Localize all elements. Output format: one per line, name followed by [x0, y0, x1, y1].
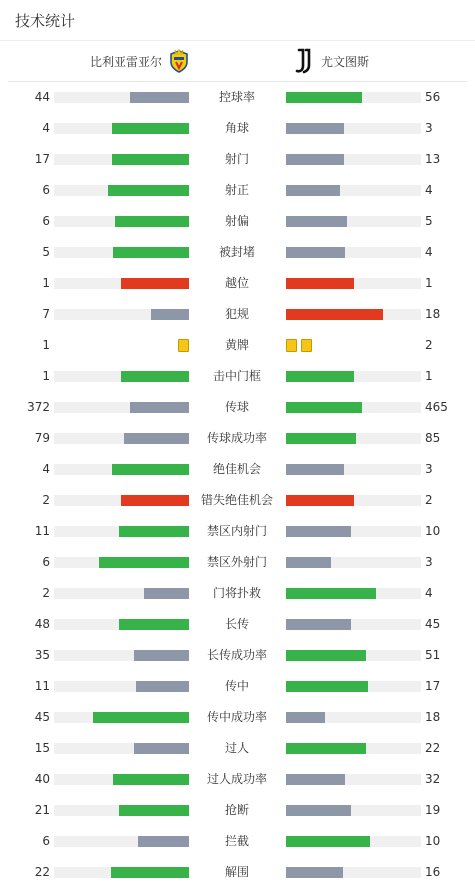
home-value: 35 — [34, 648, 50, 662]
stat-row — [0, 423, 475, 454]
home-bar-fill — [151, 309, 189, 320]
stat-label: 被封堵 — [218, 245, 255, 259]
stat-row — [0, 640, 475, 671]
home-bar-fill — [138, 836, 189, 847]
home-bar-track — [54, 309, 189, 320]
stat-label: 解围 — [224, 865, 249, 879]
home-bar-fill — [134, 650, 189, 661]
stat-label: 错失绝佳机会 — [200, 493, 273, 507]
away-value: 51 — [425, 648, 441, 662]
away-bar-track — [286, 92, 421, 103]
away-value: 18 — [425, 307, 441, 321]
away-bar-fill — [286, 154, 344, 165]
yellow-card-icon — [301, 339, 312, 352]
home-bar-track — [54, 495, 189, 506]
home-value: 6 — [42, 555, 50, 569]
stat-row — [0, 702, 475, 733]
stat-label: 禁区外射门 — [206, 555, 267, 569]
home-bar-track — [54, 247, 189, 258]
home-value: 1 — [42, 338, 50, 352]
away-bar-fill — [286, 371, 354, 382]
home-bar-fill — [121, 371, 189, 382]
stat-label: 拦截 — [224, 834, 249, 848]
stat-row — [0, 671, 475, 702]
stat-row — [0, 795, 475, 826]
stat-row — [0, 392, 475, 423]
away-value: 19 — [425, 803, 441, 817]
stat-label: 长传 — [224, 617, 249, 631]
away-value: 5 — [425, 214, 433, 228]
home-bar-track — [54, 402, 189, 413]
home-bar-track — [54, 557, 189, 568]
away-bar-fill — [286, 805, 351, 816]
away-bar-track — [286, 216, 421, 227]
stat-label: 禁区内射门 — [206, 524, 267, 538]
home-value: 44 — [34, 90, 50, 104]
away-value: 13 — [425, 152, 441, 166]
stats-header — [0, 0, 475, 41]
stat-row — [0, 299, 475, 330]
away-bar-track — [286, 371, 421, 382]
away-bar-track — [286, 526, 421, 537]
away-bar-track — [286, 743, 421, 754]
away-value: 16 — [425, 865, 441, 879]
home-bar-fill — [111, 867, 189, 878]
away-bar-track — [286, 681, 421, 692]
away-value: 10 — [425, 524, 441, 538]
home-bar-track — [54, 712, 189, 723]
away-bar-track — [286, 836, 421, 847]
away-value: 22 — [425, 741, 441, 755]
home-bar-track — [54, 650, 189, 661]
away-bar-track — [286, 402, 421, 413]
home-bar-fill — [112, 123, 189, 134]
home-bar-track — [54, 588, 189, 599]
home-bar-track — [54, 216, 189, 227]
home-bar-fill — [113, 247, 189, 258]
home-bar-fill — [130, 402, 189, 413]
stat-label: 绝佳机会 — [212, 462, 261, 476]
away-bar-fill — [286, 619, 351, 630]
stat-row — [0, 609, 475, 640]
stat-row — [0, 268, 475, 299]
stat-label: 门将扑救 — [212, 586, 261, 600]
home-bar-track — [54, 774, 189, 785]
home-bar-track — [54, 526, 189, 537]
away-bar-fill — [286, 526, 351, 537]
home-value: 6 — [42, 183, 50, 197]
home-value: 21 — [34, 803, 50, 817]
home-value: 7 — [42, 307, 50, 321]
stat-row — [0, 113, 475, 144]
away-bar-fill — [286, 278, 354, 289]
away-bar-fill — [286, 247, 345, 258]
home-bar-fill — [119, 619, 189, 630]
home-bar-track — [54, 743, 189, 754]
home-value: 22 — [34, 865, 50, 879]
stat-label: 射偏 — [224, 214, 249, 228]
away-bar-fill — [286, 495, 354, 506]
away-value: 10 — [425, 834, 441, 848]
home-bar-fill — [144, 588, 189, 599]
stat-row — [0, 330, 475, 361]
away-bar-track — [286, 805, 421, 816]
stat-label: 角球 — [224, 121, 249, 135]
away-value: 3 — [425, 121, 433, 135]
home-bar-track — [54, 805, 189, 816]
home-bar-track — [54, 185, 189, 196]
home-team[interactable] — [90, 41, 190, 81]
away-value: 2 — [425, 338, 433, 352]
home-bar-fill — [124, 433, 189, 444]
home-value: 5 — [42, 245, 50, 259]
away-bar-fill — [286, 123, 344, 134]
stat-row — [0, 206, 475, 237]
away-bar-fill — [286, 774, 345, 785]
stat-row — [0, 516, 475, 547]
away-bar-fill — [286, 681, 368, 692]
away-bar-fill — [286, 557, 331, 568]
away-bar-track — [286, 588, 421, 599]
stat-row — [0, 175, 475, 206]
home-yellow-cards — [178, 339, 189, 352]
away-bar-track — [286, 712, 421, 723]
away-bar-track — [286, 309, 421, 320]
away-bar-fill — [286, 402, 362, 413]
stat-label: 射正 — [224, 183, 249, 197]
away-bar-track — [286, 650, 421, 661]
stat-row — [0, 454, 475, 485]
home-bar-track — [54, 278, 189, 289]
home-bar-fill — [121, 495, 189, 506]
away-value: 85 — [425, 431, 441, 445]
away-bar-fill — [286, 92, 362, 103]
home-bar-track — [54, 123, 189, 134]
stat-row — [0, 547, 475, 578]
home-value: 40 — [34, 772, 50, 786]
away-value: 1 — [425, 369, 433, 383]
away-value: 3 — [425, 555, 433, 569]
away-bar-fill — [286, 743, 366, 754]
home-bar-fill — [134, 743, 189, 754]
home-value: 1 — [42, 276, 50, 290]
away-bar-track — [286, 154, 421, 165]
away-value: 17 — [425, 679, 441, 693]
home-value: 17 — [34, 152, 50, 166]
home-value: 79 — [34, 431, 50, 445]
home-bar-track — [54, 836, 189, 847]
home-bar-track — [54, 464, 189, 475]
away-value: 4 — [425, 183, 433, 197]
away-bar-track — [286, 867, 421, 878]
stat-label: 射门 — [224, 152, 249, 166]
home-bar-track — [54, 867, 189, 878]
home-value: 11 — [34, 679, 50, 693]
away-bar-track — [286, 464, 421, 475]
home-bar-track — [54, 433, 189, 444]
home-bar-track — [54, 92, 189, 103]
home-bar-fill — [121, 278, 189, 289]
home-bar-track — [54, 681, 189, 692]
home-bar-fill — [119, 526, 189, 537]
stat-row — [0, 485, 475, 516]
stat-label: 抢断 — [224, 803, 249, 817]
away-value: 4 — [425, 245, 433, 259]
stat-row — [0, 857, 475, 888]
home-bar-track — [54, 154, 189, 165]
home-value: 6 — [42, 214, 50, 228]
stat-label: 越位 — [224, 276, 249, 290]
stat-label: 过人 — [224, 741, 249, 755]
away-bar-track — [286, 185, 421, 196]
away-bar-fill — [286, 867, 343, 878]
stat-row — [0, 237, 475, 268]
away-value: 56 — [425, 90, 441, 104]
away-bar-track — [286, 278, 421, 289]
home-bar-fill — [115, 216, 189, 227]
away-bar-fill — [286, 433, 356, 444]
stat-row — [0, 826, 475, 857]
home-team-name: 比利亚雷亚尔 — [90, 54, 163, 69]
away-bar-fill — [286, 185, 340, 196]
away-bar-track — [286, 774, 421, 785]
away-value: 32 — [425, 772, 441, 786]
away-bar-fill — [286, 588, 376, 599]
away-bar-fill — [286, 712, 325, 723]
home-bar-fill — [136, 681, 189, 692]
home-bar-track — [54, 619, 189, 630]
stat-label: 击中门框 — [212, 369, 261, 383]
away-bar-track — [286, 557, 421, 568]
away-yellow-cards — [286, 339, 312, 352]
away-bar-track — [286, 247, 421, 258]
stat-label: 传球 — [224, 400, 249, 414]
stat-label: 控球率 — [218, 90, 255, 104]
away-bar-fill — [286, 216, 347, 227]
away-bar-track — [286, 123, 421, 134]
home-bar-track — [54, 371, 189, 382]
home-value: 45 — [34, 710, 50, 724]
stat-row — [0, 82, 475, 113]
away-value: 3 — [425, 462, 433, 476]
stat-label: 传中成功率 — [206, 710, 267, 724]
home-bar-fill — [112, 464, 189, 475]
villarreal-crest-icon — [168, 48, 190, 74]
home-bar-fill — [112, 154, 189, 165]
home-value: 48 — [34, 617, 50, 631]
stat-label: 犯规 — [224, 307, 249, 321]
home-value: 4 — [42, 462, 50, 476]
away-bar-track — [286, 433, 421, 444]
away-value: 4 — [425, 586, 433, 600]
home-value: 1 — [42, 369, 50, 383]
home-bar-fill — [130, 92, 189, 103]
home-value: 6 — [42, 834, 50, 848]
juventus-crest-icon — [293, 48, 315, 74]
page-title: 技术统计 — [15, 11, 76, 30]
home-value: 2 — [42, 493, 50, 507]
away-bar-fill — [286, 464, 344, 475]
away-value: 18 — [425, 710, 441, 724]
stat-label: 黄牌 — [224, 338, 249, 352]
away-bar-fill — [286, 650, 366, 661]
home-value: 11 — [34, 524, 50, 538]
stat-label: 传中 — [224, 679, 249, 693]
stat-row — [0, 764, 475, 795]
stat-row — [0, 144, 475, 175]
stat-label: 过人成功率 — [206, 772, 267, 786]
stat-row — [0, 733, 475, 764]
home-value: 2 — [42, 586, 50, 600]
home-value: 4 — [42, 121, 50, 135]
yellow-card-icon — [178, 339, 189, 352]
away-bar-fill — [286, 309, 383, 320]
stats-list — [0, 82, 475, 888]
away-bar-fill — [286, 836, 370, 847]
home-value: 15 — [34, 741, 50, 755]
away-value: 2 — [425, 493, 433, 507]
yellow-card-icon — [286, 339, 297, 352]
stat-label: 传球成功率 — [206, 431, 267, 445]
teams-bar — [8, 41, 467, 82]
away-value: 465 — [425, 400, 448, 414]
home-bar-fill — [108, 185, 189, 196]
stat-label: 长传成功率 — [206, 648, 267, 662]
away-value: 1 — [425, 276, 433, 290]
away-bar-track — [286, 619, 421, 630]
away-value: 45 — [425, 617, 441, 631]
home-bar-fill — [99, 557, 189, 568]
home-bar-fill — [119, 805, 189, 816]
stat-row — [0, 361, 475, 392]
away-bar-track — [286, 495, 421, 506]
home-value: 372 — [27, 400, 50, 414]
home-bar-fill — [113, 774, 189, 785]
away-team[interactable] — [293, 41, 369, 81]
home-bar-fill — [93, 712, 189, 723]
stat-row — [0, 578, 475, 609]
away-team-name: 尤文图斯 — [321, 54, 370, 69]
